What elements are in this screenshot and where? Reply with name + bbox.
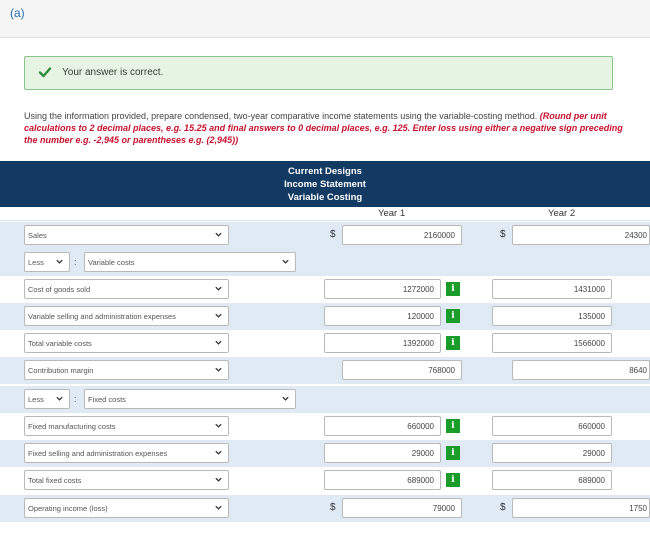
row-fixed-costs-header — [0, 386, 650, 413]
chevron-down-icon — [55, 394, 64, 403]
row-total-fixed — [0, 467, 650, 494]
fixed-selling-label-select[interactable] — [24, 443, 229, 463]
chevron-down-icon — [214, 475, 223, 484]
instructions-text: Using the information provided, prepare condensed, two-year comparative income statements using the variable-costing method. — [24, 111, 538, 121]
row-variable-costs-header — [0, 249, 650, 276]
sales-y1-input[interactable]: 2160000 — [342, 225, 462, 245]
feedback-message: Your answer is correct. — [62, 67, 164, 78]
operating-y2-dollar: $ — [500, 502, 506, 513]
sales-y2-input[interactable]: 24300 — [512, 225, 650, 245]
row-contribution-margin — [0, 357, 650, 384]
part-header — [0, 0, 650, 38]
total-fixed-label-select[interactable] — [24, 470, 229, 490]
fixed-mfg-y2-input[interactable]: 660000 — [492, 416, 612, 436]
row-operating-income — [0, 495, 650, 522]
contribution-y2-input[interactable]: 8640 — [512, 360, 650, 380]
row-total-variable — [0, 330, 650, 357]
row-fixed-manufacturing — [0, 413, 650, 440]
info-badge-icon[interactable]: i — [446, 419, 460, 433]
less-label: Less — [28, 258, 44, 267]
sales-label: Sales — [28, 231, 47, 240]
operating-y1-input[interactable]: 79000 — [342, 498, 462, 518]
row-variable-selling — [0, 303, 650, 330]
row-fixed-selling — [0, 440, 650, 467]
check-icon — [38, 65, 52, 79]
fixed-costs-select[interactable] — [84, 389, 296, 409]
fixed-selling-y2-input[interactable]: 29000 — [492, 443, 612, 463]
statement-header — [0, 161, 650, 207]
total-fixed-label: Total fixed costs — [28, 476, 82, 485]
contribution-y1-input[interactable]: 768000 — [342, 360, 462, 380]
statement-subtitle: Variable Costing — [287, 192, 363, 203]
info-badge-icon[interactable]: i — [446, 336, 460, 350]
variable-costs-label: Variable costs — [88, 258, 135, 267]
info-badge-icon[interactable]: i — [446, 309, 460, 323]
sales-y1-dollar: $ — [330, 229, 336, 240]
var-selling-label: Variable selling and administration expenses — [28, 312, 176, 321]
sales-label-select[interactable] — [24, 225, 229, 245]
fixed-mfg-label-select[interactable] — [24, 416, 229, 436]
total-var-y2-input[interactable]: 1566000 — [492, 333, 612, 353]
year-header-row — [0, 207, 650, 221]
part-label: (a) — [10, 6, 25, 20]
chevron-down-icon — [214, 311, 223, 320]
var-selling-label-select[interactable] — [24, 306, 229, 326]
chevron-down-icon — [214, 365, 223, 374]
correct-feedback — [24, 56, 613, 90]
fixed-costs-label: Fixed costs — [88, 395, 126, 404]
contribution-label: Contribution margin — [28, 366, 94, 375]
fixed-mfg-label: Fixed manufacturing costs — [28, 422, 116, 431]
contribution-label-select[interactable] — [24, 360, 229, 380]
chevron-down-icon — [214, 230, 223, 239]
var-selling-y1-input[interactable]: 120000 — [324, 306, 441, 326]
chevron-down-icon — [214, 448, 223, 457]
colon: : — [74, 257, 77, 267]
chevron-down-icon — [281, 394, 290, 403]
variable-costs-select[interactable] — [84, 252, 296, 272]
operating-label-select[interactable] — [24, 498, 229, 518]
total-var-label: Total variable costs — [28, 339, 92, 348]
chevron-down-icon — [214, 503, 223, 512]
operating-label: Operating income (loss) — [28, 504, 108, 513]
var-selling-y2-input[interactable]: 135000 — [492, 306, 612, 326]
less-select-fixed[interactable] — [24, 389, 70, 409]
chevron-down-icon — [214, 338, 223, 347]
year2-header: Year 2 — [548, 208, 576, 219]
chevron-down-icon — [55, 257, 64, 266]
statement-title: Income Statement — [284, 179, 366, 190]
sales-y2-dollar: $ — [500, 229, 506, 240]
year1-header: Year 1 — [378, 208, 406, 219]
cogs-label: Cost of goods sold — [28, 285, 91, 294]
less-label: Less — [28, 395, 44, 404]
fixed-selling-y1-input[interactable]: 29000 — [324, 443, 441, 463]
total-var-label-select[interactable] — [24, 333, 229, 353]
info-badge-icon[interactable]: i — [446, 473, 460, 487]
cogs-y1-input[interactable]: 1272000 — [324, 279, 441, 299]
chevron-down-icon — [281, 257, 290, 266]
chevron-down-icon — [214, 421, 223, 430]
total-fixed-y1-input[interactable]: 689000 — [324, 470, 441, 490]
fixed-mfg-y1-input[interactable]: 660000 — [324, 416, 441, 436]
instructions — [24, 110, 624, 146]
cogs-y2-input[interactable]: 1431000 — [492, 279, 612, 299]
company-name: Current Designs — [288, 166, 362, 177]
less-select-variable[interactable] — [24, 252, 70, 272]
operating-y1-dollar: $ — [330, 502, 336, 513]
operating-y2-input[interactable]: 1750 — [512, 498, 650, 518]
row-cogs — [0, 276, 650, 303]
chevron-down-icon — [214, 284, 223, 293]
total-fixed-y2-input[interactable]: 689000 — [492, 470, 612, 490]
fixed-selling-label: Fixed selling and administration expenses — [28, 449, 168, 458]
colon: : — [74, 394, 77, 404]
info-badge-icon[interactable]: i — [446, 446, 460, 460]
row-sales — [0, 222, 650, 249]
total-var-y1-input[interactable]: 1392000 — [324, 333, 441, 353]
cogs-label-select[interactable] — [24, 279, 229, 299]
info-badge-icon[interactable]: i — [446, 282, 460, 296]
instructions-note: (Round per unit calculations to 2 decimal places, e.g. 15.25 and final answers to 0 decimal places, e.g. 125. Enter loss using either a negative sign preceding the number e.g. -2,945 or parentheses e.g. (2,945)) — [24, 111, 623, 145]
